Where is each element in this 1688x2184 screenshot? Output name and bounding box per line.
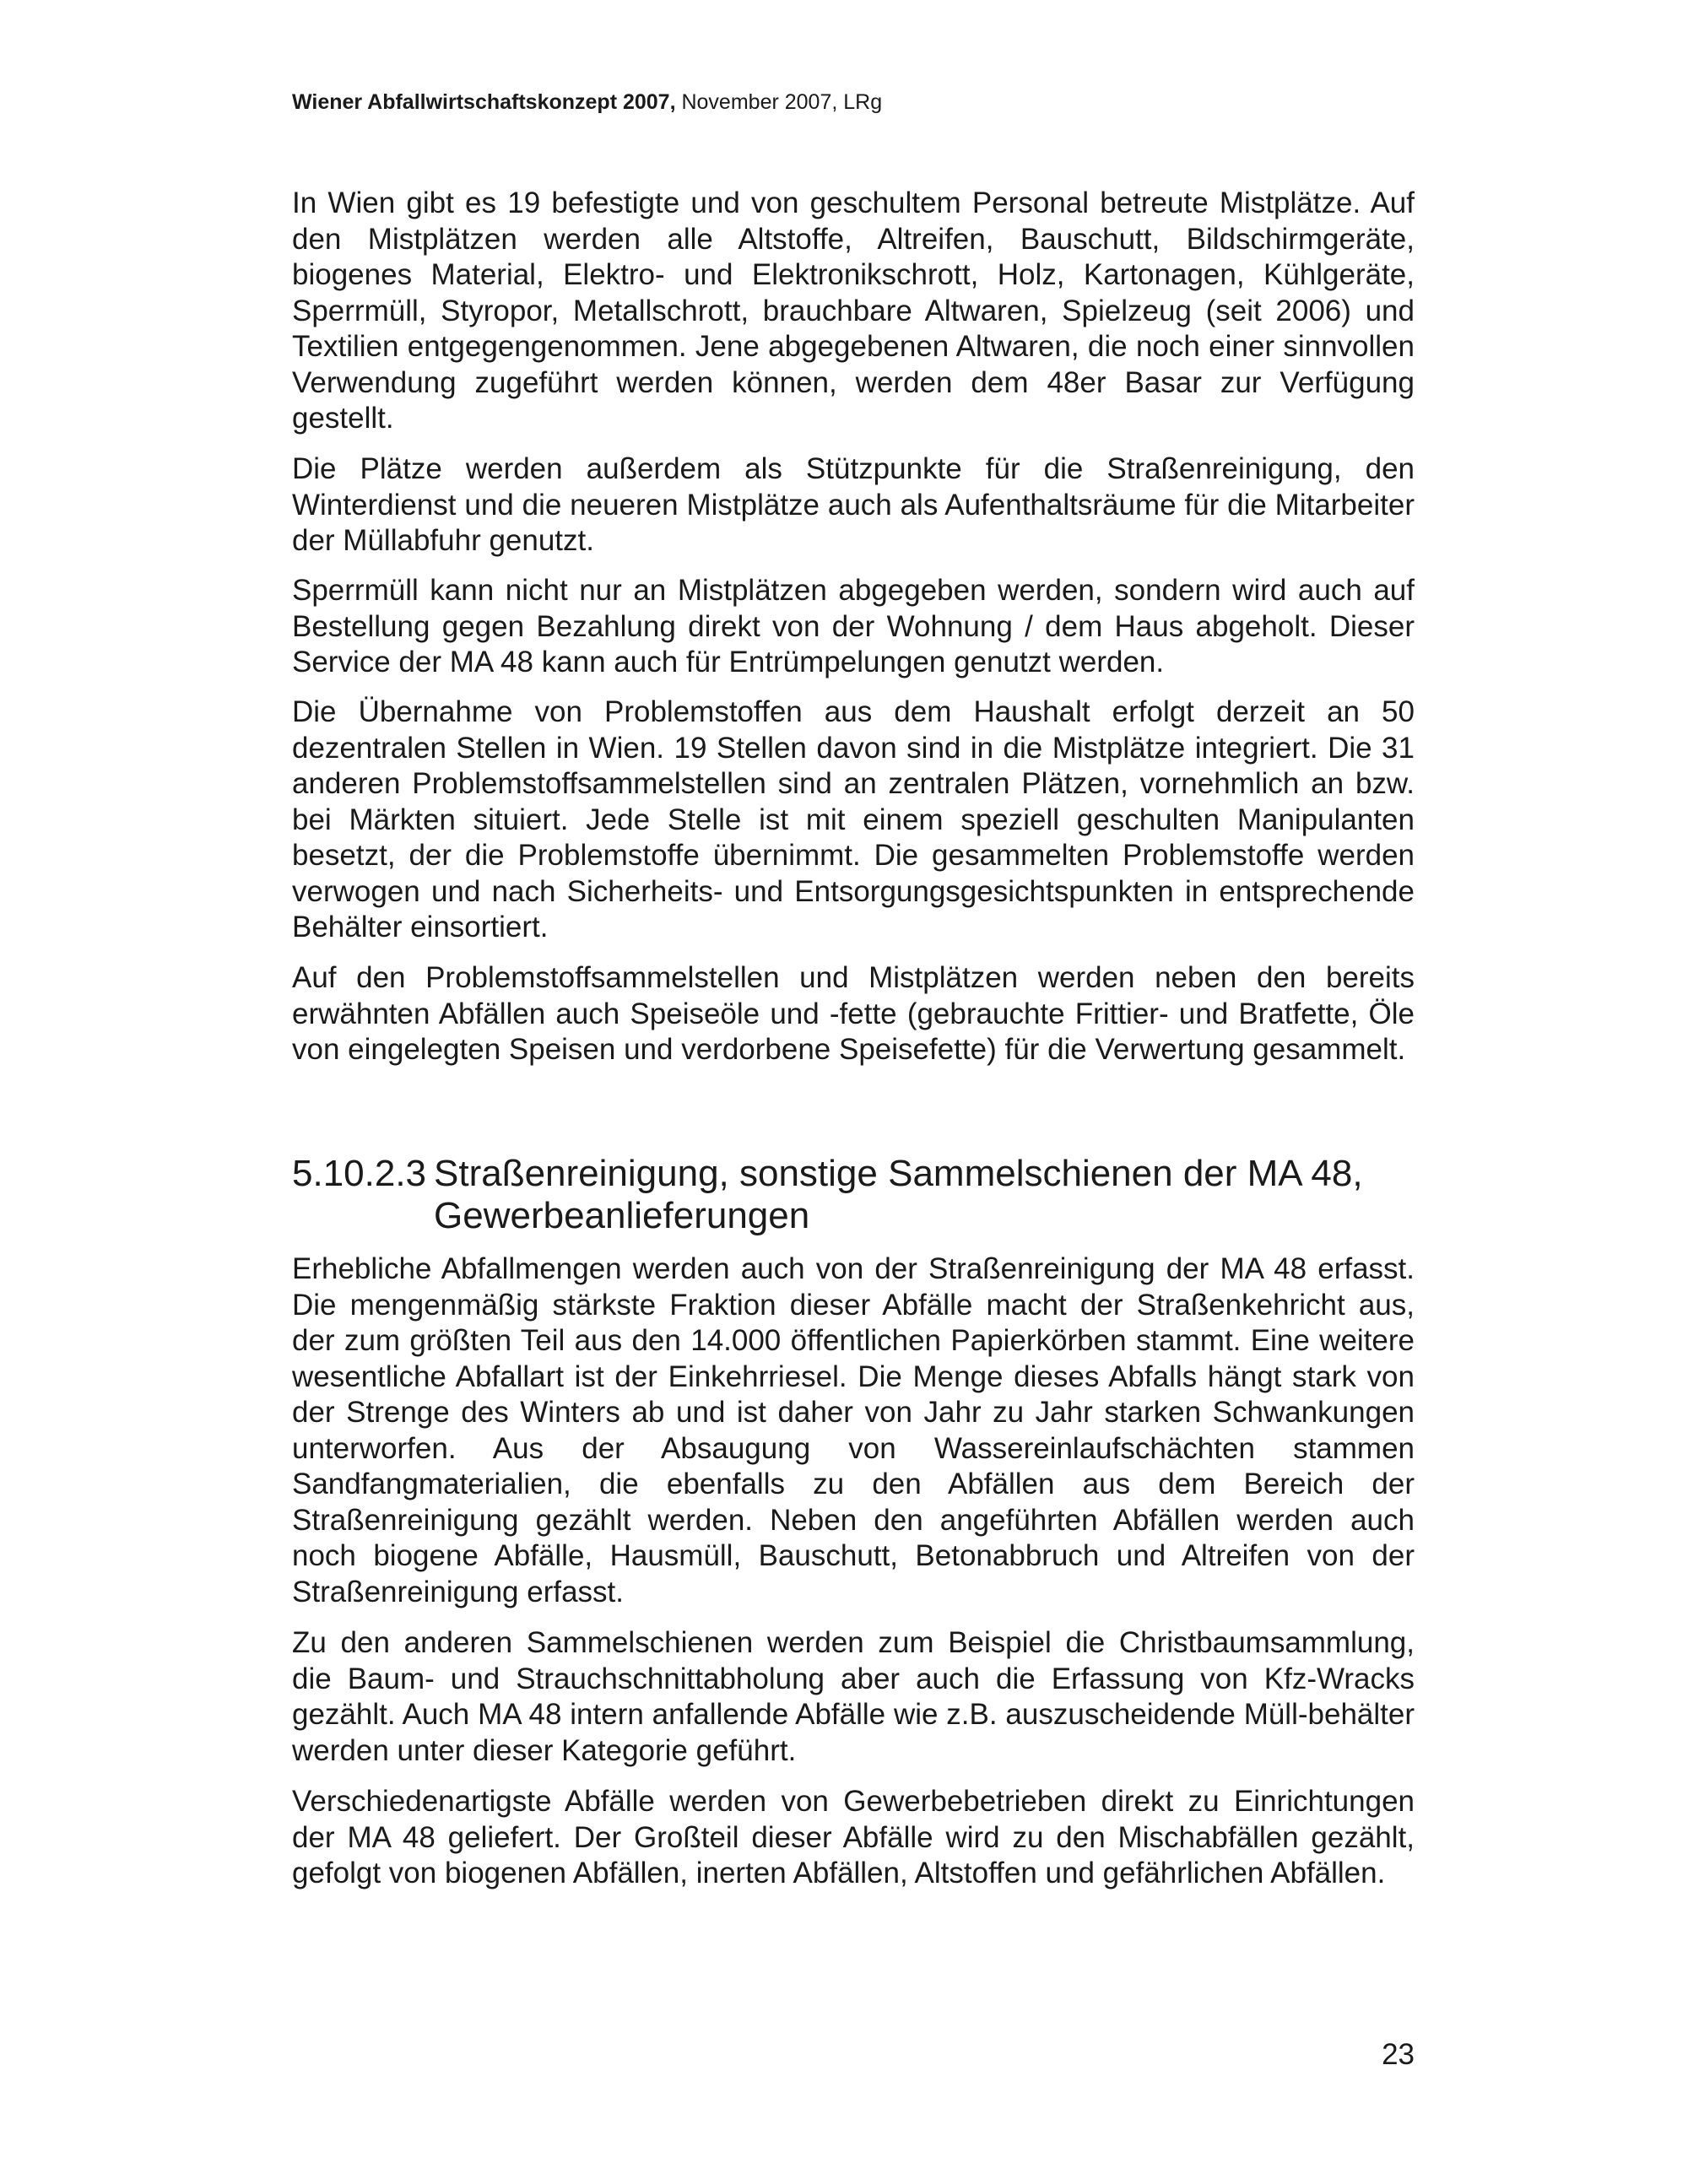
- paragraph-stuetzpunkte: Die Plätze werden außerdem als Stützpunkte für die Straßenreinigung, den Winterdienst und die neueren Mistplätze auch als Aufenthaltsräume für die Mitarbeiter der Müllabfuhr genutzt.: [292, 452, 1415, 557]
- paragraph-sammelschienen: Zu den anderen Sammelschienen werden zum Beispiel die Christbaumsammlung, die Baum- und Strauchschnittabholung aber auch die Erfassung von Kfz-Wracks gezählt. Auch MA 48 intern anfallende Abfälle wie z.B. auszuscheidende Müll-behälter werden unter dieser Kategorie geführt.: [292, 1626, 1415, 1767]
- page-number: 23: [1382, 2038, 1415, 2071]
- paragraph-sperrmuell: Sperrmüll kann nicht nur an Mistplätzen abgegeben werden, sondern wird auch auf Bestellung gegen Bezahlung direkt von der Wohnung / dem Haus abgeholt. Dieser Service der MA 48 kann auch für Entrümpelungen genutzt werden.: [292, 574, 1415, 678]
- paragraph-strassenreinigung: Erhebliche Abfallmengen werden auch von der Straßenreinigung der MA 48 erfasst. Die mengenmäßig stärkste Fraktion dieser Abfälle macht der Straßenkehricht aus, der zum größten Teil aus den 14.000 öffentlichen Papierkörben stammt. Eine weitere wesentliche Abfallart ist der Einkehrriesel. Die Menge dieses Abfalls hängt stark von der Strenge des Winters ab und ist daher von Jahr zu Jahr starken Schwankungen unterworfen. Aus der Absaugung von Wassereinlaufschächten stammen Sandfangmaterialien, die ebenfalls zu den Abfällen aus dem Bereich der Straßenreinigung gezählt werden. Neben den angeführten Abfällen werden auch noch biogene Abfälle, Hausmüll, Bauschutt, Betonabbruch und Altreifen von der Straßenreinigung erfasst.: [292, 1252, 1415, 1608]
- section-heading: [292, 1153, 1415, 1237]
- paragraph-speiseoele: Auf den Problemstoffsammelstellen und Mistplätzen werden neben den bereits erwähnten Abfällen auch Speiseöle und -fette (gebrauchte Frittier- und Bratfette, Öle von eingelegten Speisen und verdorbene Speisefette) für die Verwertung gesammelt.: [292, 961, 1415, 1066]
- header-date-author: November 2007, LRg: [675, 90, 883, 114]
- paragraph-gewerbeanlieferungen: Verschiedenartigste Abfälle werden von Gewerbebetrieben direkt zu Einrichtungen der MA 48 geliefert. Der Großteil dieser Abfälle wird zu den Mischabfällen gezählt, gefolgt von biogenen Abfällen, inerten Abfällen, Altstoffen und gefährlichen Abfällen.: [292, 1785, 1415, 1889]
- section-title-line2: Gewerbeanlieferungen: [434, 1195, 810, 1236]
- paragraph-problemstoffe: Die Übernahme von Problemstoffen aus dem Haushalt erfolgt derzeit an 50 dezentralen Stellen in Wien. 19 Stellen davon sind in die Mistplätze integriert. Die 31 anderen Problemstoffsammelstellen sind an zentralen Plätzen, vornehmlich an bzw. bei Märkten situiert. Jede Stelle ist mit einem speziell geschulten Manipulanten besetzt, der die Problemstoffe übernimmt. Die gesammelten Problemstoffe werden verwogen und nach Sicherheits- und Entsorgungsgesichtspunkten in entsprechende Behälter einsortiert.: [292, 695, 1415, 943]
- paragraph-mistplaetze: In Wien gibt es 19 befestigte und von geschultem Personal betreute Mistplätze. Auf den Mistplätzen werden alle Altstoffe, Altreifen, Bauschutt, Bildschirmgeräte, biogenes Material, Elektro- und Elektronikschrott, Holz, Kartonagen, Kühlgeräte, Sperrmüll, Styropor, Metallschrott, brauchbare Altwaren, Spielzeug (seit 2006) und Textilien entgegengenommen. Jene abgegebenen Altwaren, die noch einer sinnvollen Verwendung zugeführt werden können, werden dem 48er Basar zur Verfügung gestellt.: [292, 187, 1415, 435]
- running-header: [292, 87, 1415, 117]
- section-title-line1: Straßenreinigung, sonstige Sammelschienen der MA 48,: [434, 1153, 1363, 1194]
- section-number: 5.10.2.3: [292, 1153, 427, 1194]
- header-title: Wiener Abfallwirtschaftskonzept 2007,: [292, 90, 676, 114]
